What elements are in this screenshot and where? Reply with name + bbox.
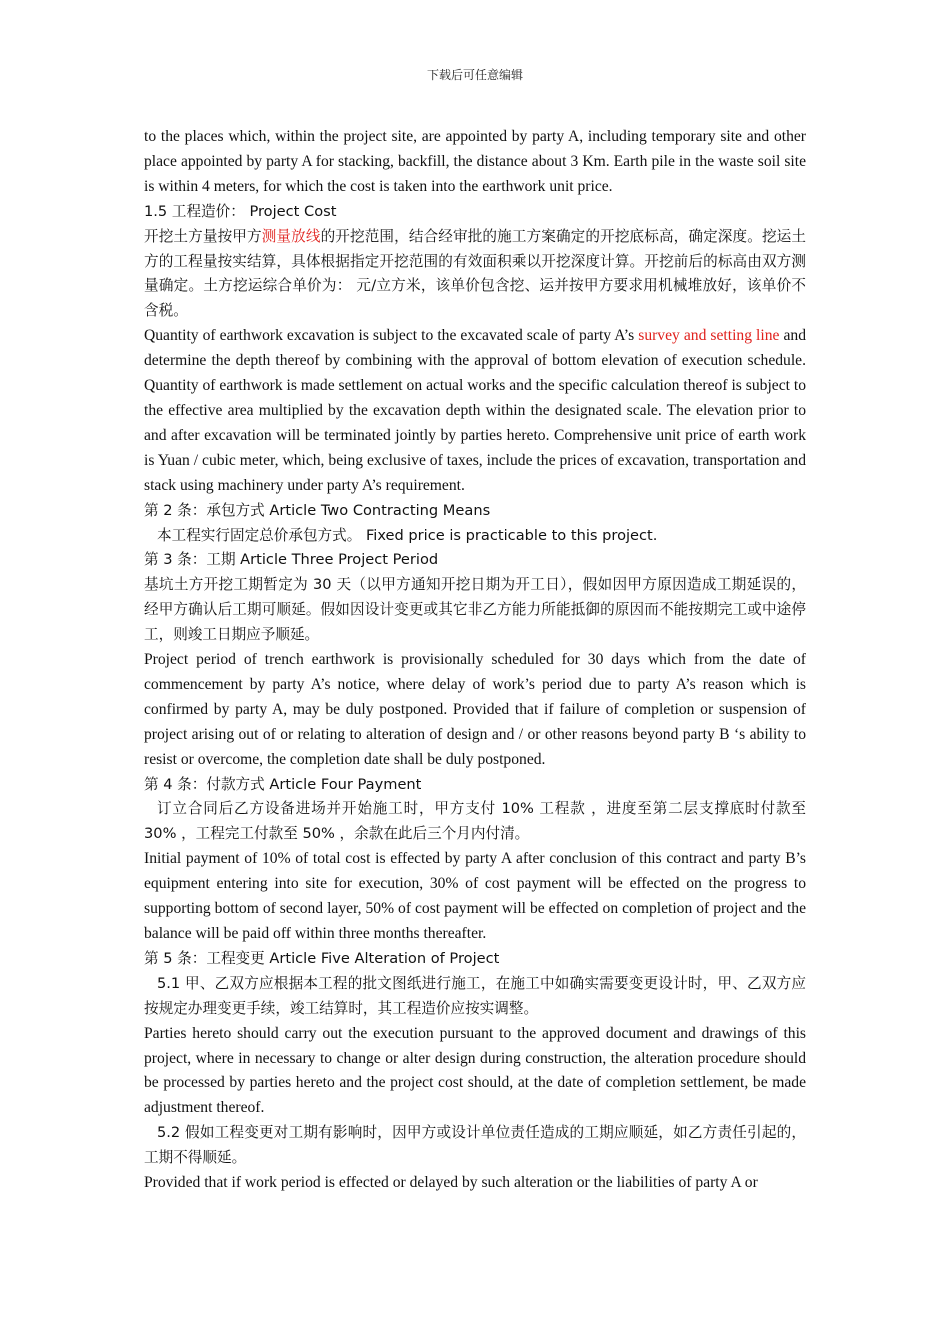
article-4-cn: 订立合同后乙方设备进场并开始施工时，甲方支付 10% 工程款 ，进度至第二层支撑底时付款至 30% ，工程完工付款至 50% ，余款在此后三个月内付清。 [144, 800, 806, 843]
document-body [144, 125, 806, 1196]
article-5-1-cn: 5.1 甲、乙双方应根据本工程的批文图纸进行施工，在施工中如确实需要变更设计时，甲、乙双方应按规定办理变更手续，竣工结算时，其工程造价应按实调整。 [144, 974, 806, 1017]
article-2-title: 第 2 条：承包方式 Article Two Contracting Means [144, 501, 491, 519]
text-run: 的开挖范围，结合经审批的施工方案确定的开挖底标高，确定深度。挖运土方的工程量按实结算，具体根据指定开挖范围的有效面积乘以开挖深度计算。开挖前后的标高由双方测量确定。土方挖运综合单价为： 元/立方米，该单价包含挖、运并按甲方要求用机械堆放好，该单价不含税。 [144, 227, 806, 320]
article-5-2-en: Provided that if work period is effected or delayed by such alteration or the liabilities of party A or [144, 1174, 758, 1192]
article-3-en: Project period of trench earthwork is provisionally scheduled for 30 days which from the date of commencement by party A’s notice, where delay of work’s period due to party A’s reason which is confirmed by party A, may be duly postponed. Provided that if failure of completion or suspension of project arising out of or relating to alteration of design and / or other reasons beyond party B ‘s ability to resist or overcome, the completion date shall be duly postponed. [144, 651, 806, 768]
article-3-cn: 基坑土方开挖工期暂定为 30 天（以甲方通知开挖日期为开工日），假如因甲方原因造成工期延误的，经甲方确认后工期可顺延。假如因设计变更或其它非乙方能力所能抵御的原因而不能按期完工或中途停工，则竣工日期应予顺延。 [144, 576, 806, 644]
article-3-title: 第 3 条：工期 Article Three Project Period [144, 551, 439, 569]
paragraph-site-distance: to the places which, within the project site, are appointed by party A, including temporary site and other place appointed by party A for stacking, backfill, the distance about 3 Km. Earth pile in the waste soil site is within 4 meters, for which the cost is taken into the earthwork unit price. [144, 128, 806, 195]
highlight-survey-en: survey and setting line [638, 327, 780, 345]
text-run: 开挖土方量按甲方 [144, 227, 262, 245]
article-5-title: 第 5 条：工程变更 Article Five Alteration of Project [144, 949, 500, 967]
article-5-1-en: Parties hereto should carry out the execution pursuant to the approved document and drawings of this project, where in necessary to change or alter design during construction, the alteration procedure should be processed by parties hereto and the project cost should, at the date of completion settlement, be made adjustment thereof. [144, 1024, 806, 1117]
project-cost-en [144, 324, 806, 498]
article-4-en: Initial payment of 10% of total cost is effected by party A after conclusion of this contract and party B’s equipment entering into site for execution, 30% of cost payment will be effected on the progress to supporting bottom of second layer, 50% of cost payment will be effected on completion of project and the balance will be paid off within three months thereafter. [144, 850, 806, 942]
article-2-body: 本工程实行固定总价承包方式。 Fixed price is practicable to this project. [157, 526, 658, 544]
article-5-2-cn: 5.2 假如工程变更对工期有影响时，因甲方或设计单位责任造成的工期应顺延，如乙方责任引起的，工期不得顺延。 [144, 1124, 806, 1167]
text-run: Quantity of earthwork excavation is subject to the excavated scale of party A’s [144, 327, 639, 345]
header-note: 下载后可任意编辑 [426, 68, 523, 82]
section-1-5-title: 1.5 工程造价： Project Cost [144, 202, 337, 220]
article-4-title: 第 4 条：付款方式 Article Four Payment [144, 775, 422, 793]
text-run: and determine the depth thereof by combining with the approval of bottom elevation of execution schedule. Quantity of earthwork is made settlement on actual works and the specific calculation thereof is subject to the effective area multiplied by the excavation depth within the designated scale. The elevation prior to and after excavation will be terminated jointly by parties hereto. Comprehensive unit price of earth work is Yuan / cubic meter, which, being exclusive of taxes, include the prices of excavation, transportation and stack using machinery under party A’s requirement. [144, 327, 806, 494]
project-cost-cn [144, 225, 806, 325]
highlight-survey-cn: 测量放线 [261, 227, 321, 245]
